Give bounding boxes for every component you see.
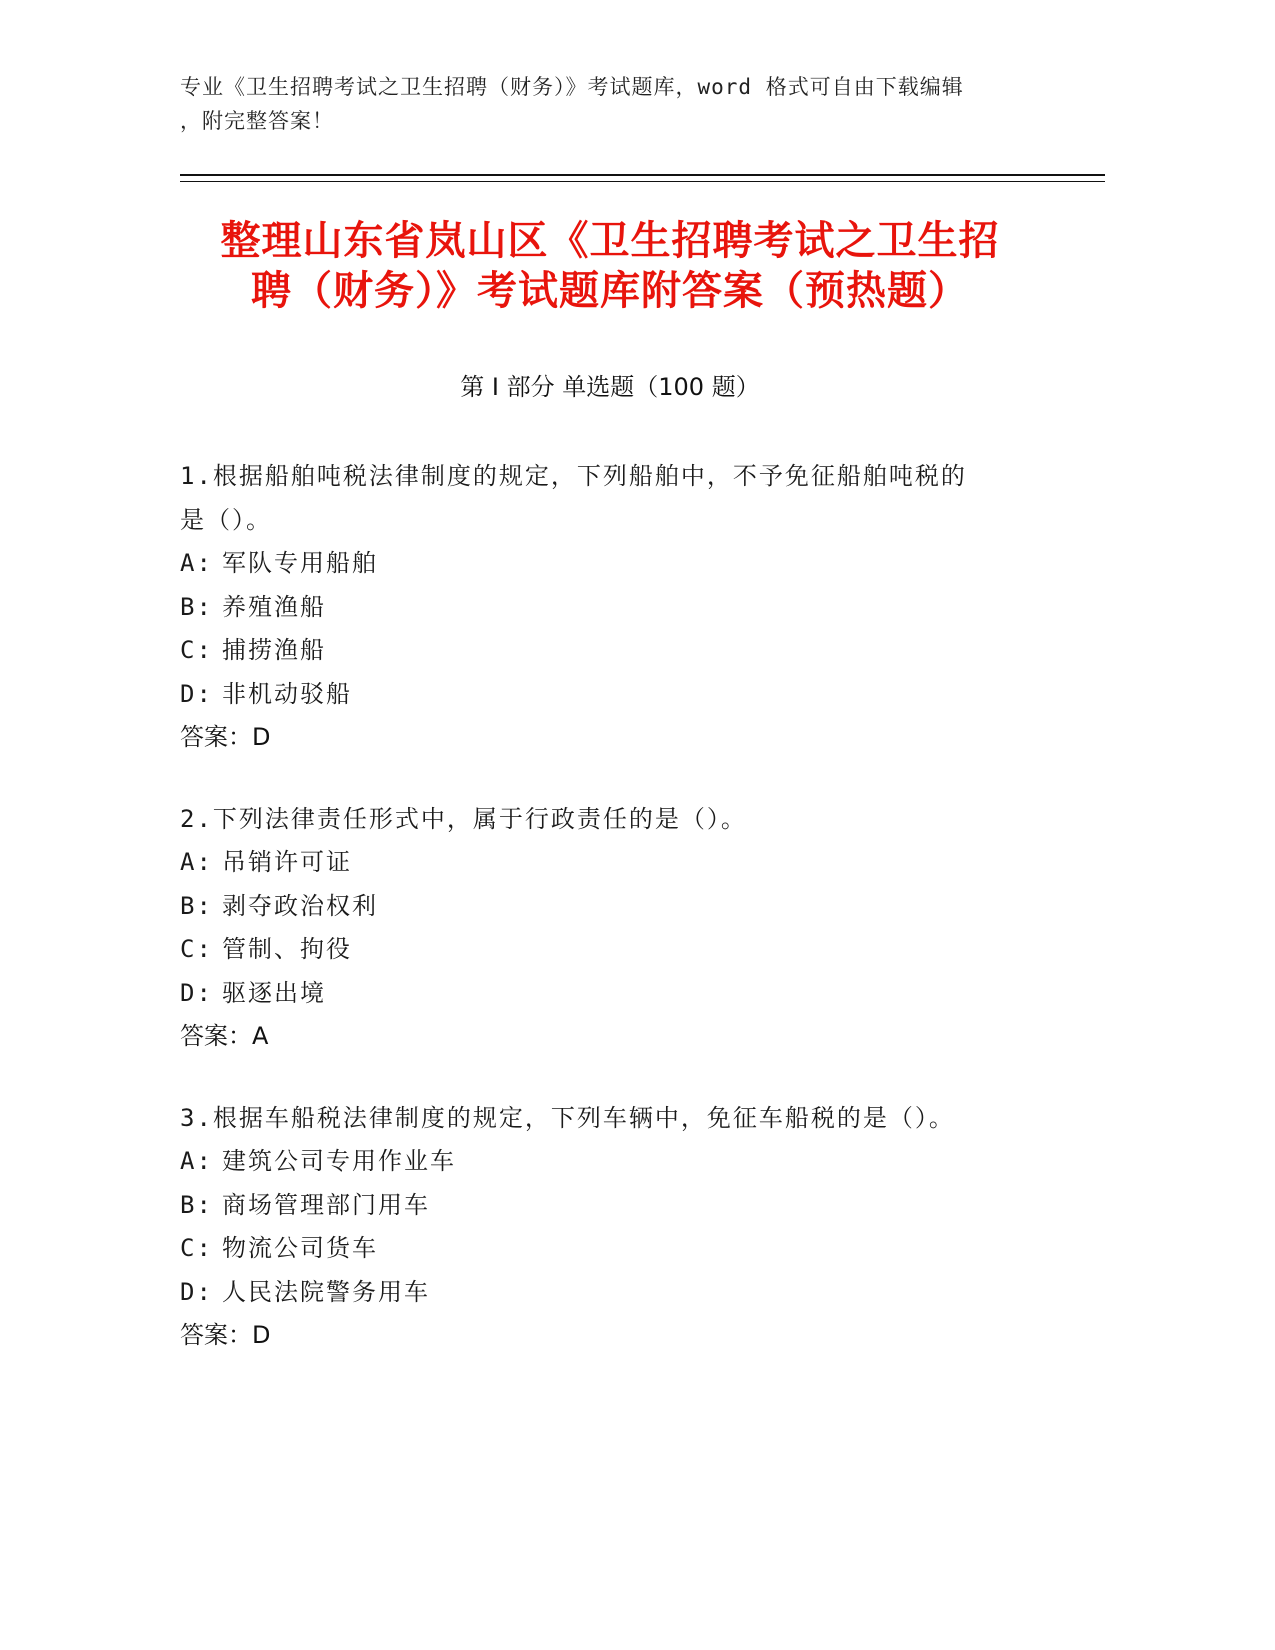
option-text: 养殖渔船	[222, 592, 326, 621]
option-letter: D:	[180, 978, 213, 1007]
header-note-line-2: ，附完整答案！	[180, 109, 334, 133]
question-2	[180, 798, 1040, 1059]
option-b	[180, 885, 1040, 929]
header-note-line-1: 专业《卫生招聘考试之卫生招聘（财务）》考试题库，word 格式可自由下载编辑	[180, 75, 964, 99]
question-stem: 3.根据车船税法律制度的规定，下列车辆中，免征车船税的是（）。	[180, 1103, 955, 1132]
option-text: 捕捞渔船	[222, 636, 326, 664]
option-b	[180, 1184, 1040, 1228]
option-a	[180, 841, 1040, 885]
option-text: 剥夺政治权利	[222, 891, 378, 920]
option-c	[180, 928, 1040, 972]
question-stem-continued: 是（）。	[180, 505, 272, 534]
document-title-line-1: 整理山东省岚山区《卫生招聘考试之卫生招	[220, 218, 1000, 264]
section-title: 第 I 部分 单选题（100 题）	[460, 373, 760, 401]
option-text: 人民法院警务用车	[222, 1277, 430, 1306]
option-letter: D:	[180, 1277, 213, 1306]
question-list	[180, 455, 1040, 1396]
header-note	[180, 70, 1040, 138]
option-text: 管制、拘役	[222, 935, 352, 963]
question-stem: 1.根据船舶吨税法律制度的规定，下列船舶中，不予免征船舶吨税的	[180, 462, 967, 490]
option-d	[180, 1271, 1040, 1315]
option-text: 驱逐出境	[222, 978, 326, 1007]
option-text: 建筑公司专用作业车	[222, 1147, 456, 1175]
option-letter: C:	[180, 636, 213, 664]
document-title-line-2: 聘（财务）》考试题库附答案（预热题）	[251, 268, 969, 314]
option-letter: D:	[180, 679, 213, 708]
option-letter: C:	[180, 1234, 213, 1262]
option-text: 物流公司货车	[222, 1234, 378, 1262]
option-d	[180, 972, 1040, 1016]
option-d	[180, 673, 1040, 717]
option-letter: A:	[180, 1147, 213, 1175]
question-1	[180, 455, 1040, 760]
option-letter: A:	[180, 549, 213, 577]
option-letter: B:	[180, 592, 213, 621]
answer: 答案：D	[180, 723, 271, 751]
header-divider-thick	[180, 174, 1105, 176]
answer: 答案：A	[180, 1022, 269, 1050]
question-stem: 2.下列法律责任形式中，属于行政责任的是（）。	[180, 804, 747, 833]
option-letter: B:	[180, 1190, 213, 1219]
option-a	[180, 542, 1040, 586]
option-a	[180, 1140, 1040, 1184]
option-b	[180, 586, 1040, 630]
option-text: 军队专用船舶	[222, 549, 378, 577]
option-c	[180, 629, 1040, 673]
option-text: 商场管理部门用车	[222, 1190, 430, 1219]
option-letter: A:	[180, 848, 213, 876]
option-text: 吊销许可证	[222, 848, 352, 876]
option-letter: C:	[180, 935, 213, 963]
question-3	[180, 1097, 1040, 1358]
option-text: 非机动驳船	[222, 679, 352, 708]
answer: 答案：D	[180, 1321, 271, 1349]
option-letter: B:	[180, 891, 213, 920]
document-title	[180, 216, 1040, 316]
option-c	[180, 1227, 1040, 1271]
header-divider-thin	[180, 181, 1105, 182]
